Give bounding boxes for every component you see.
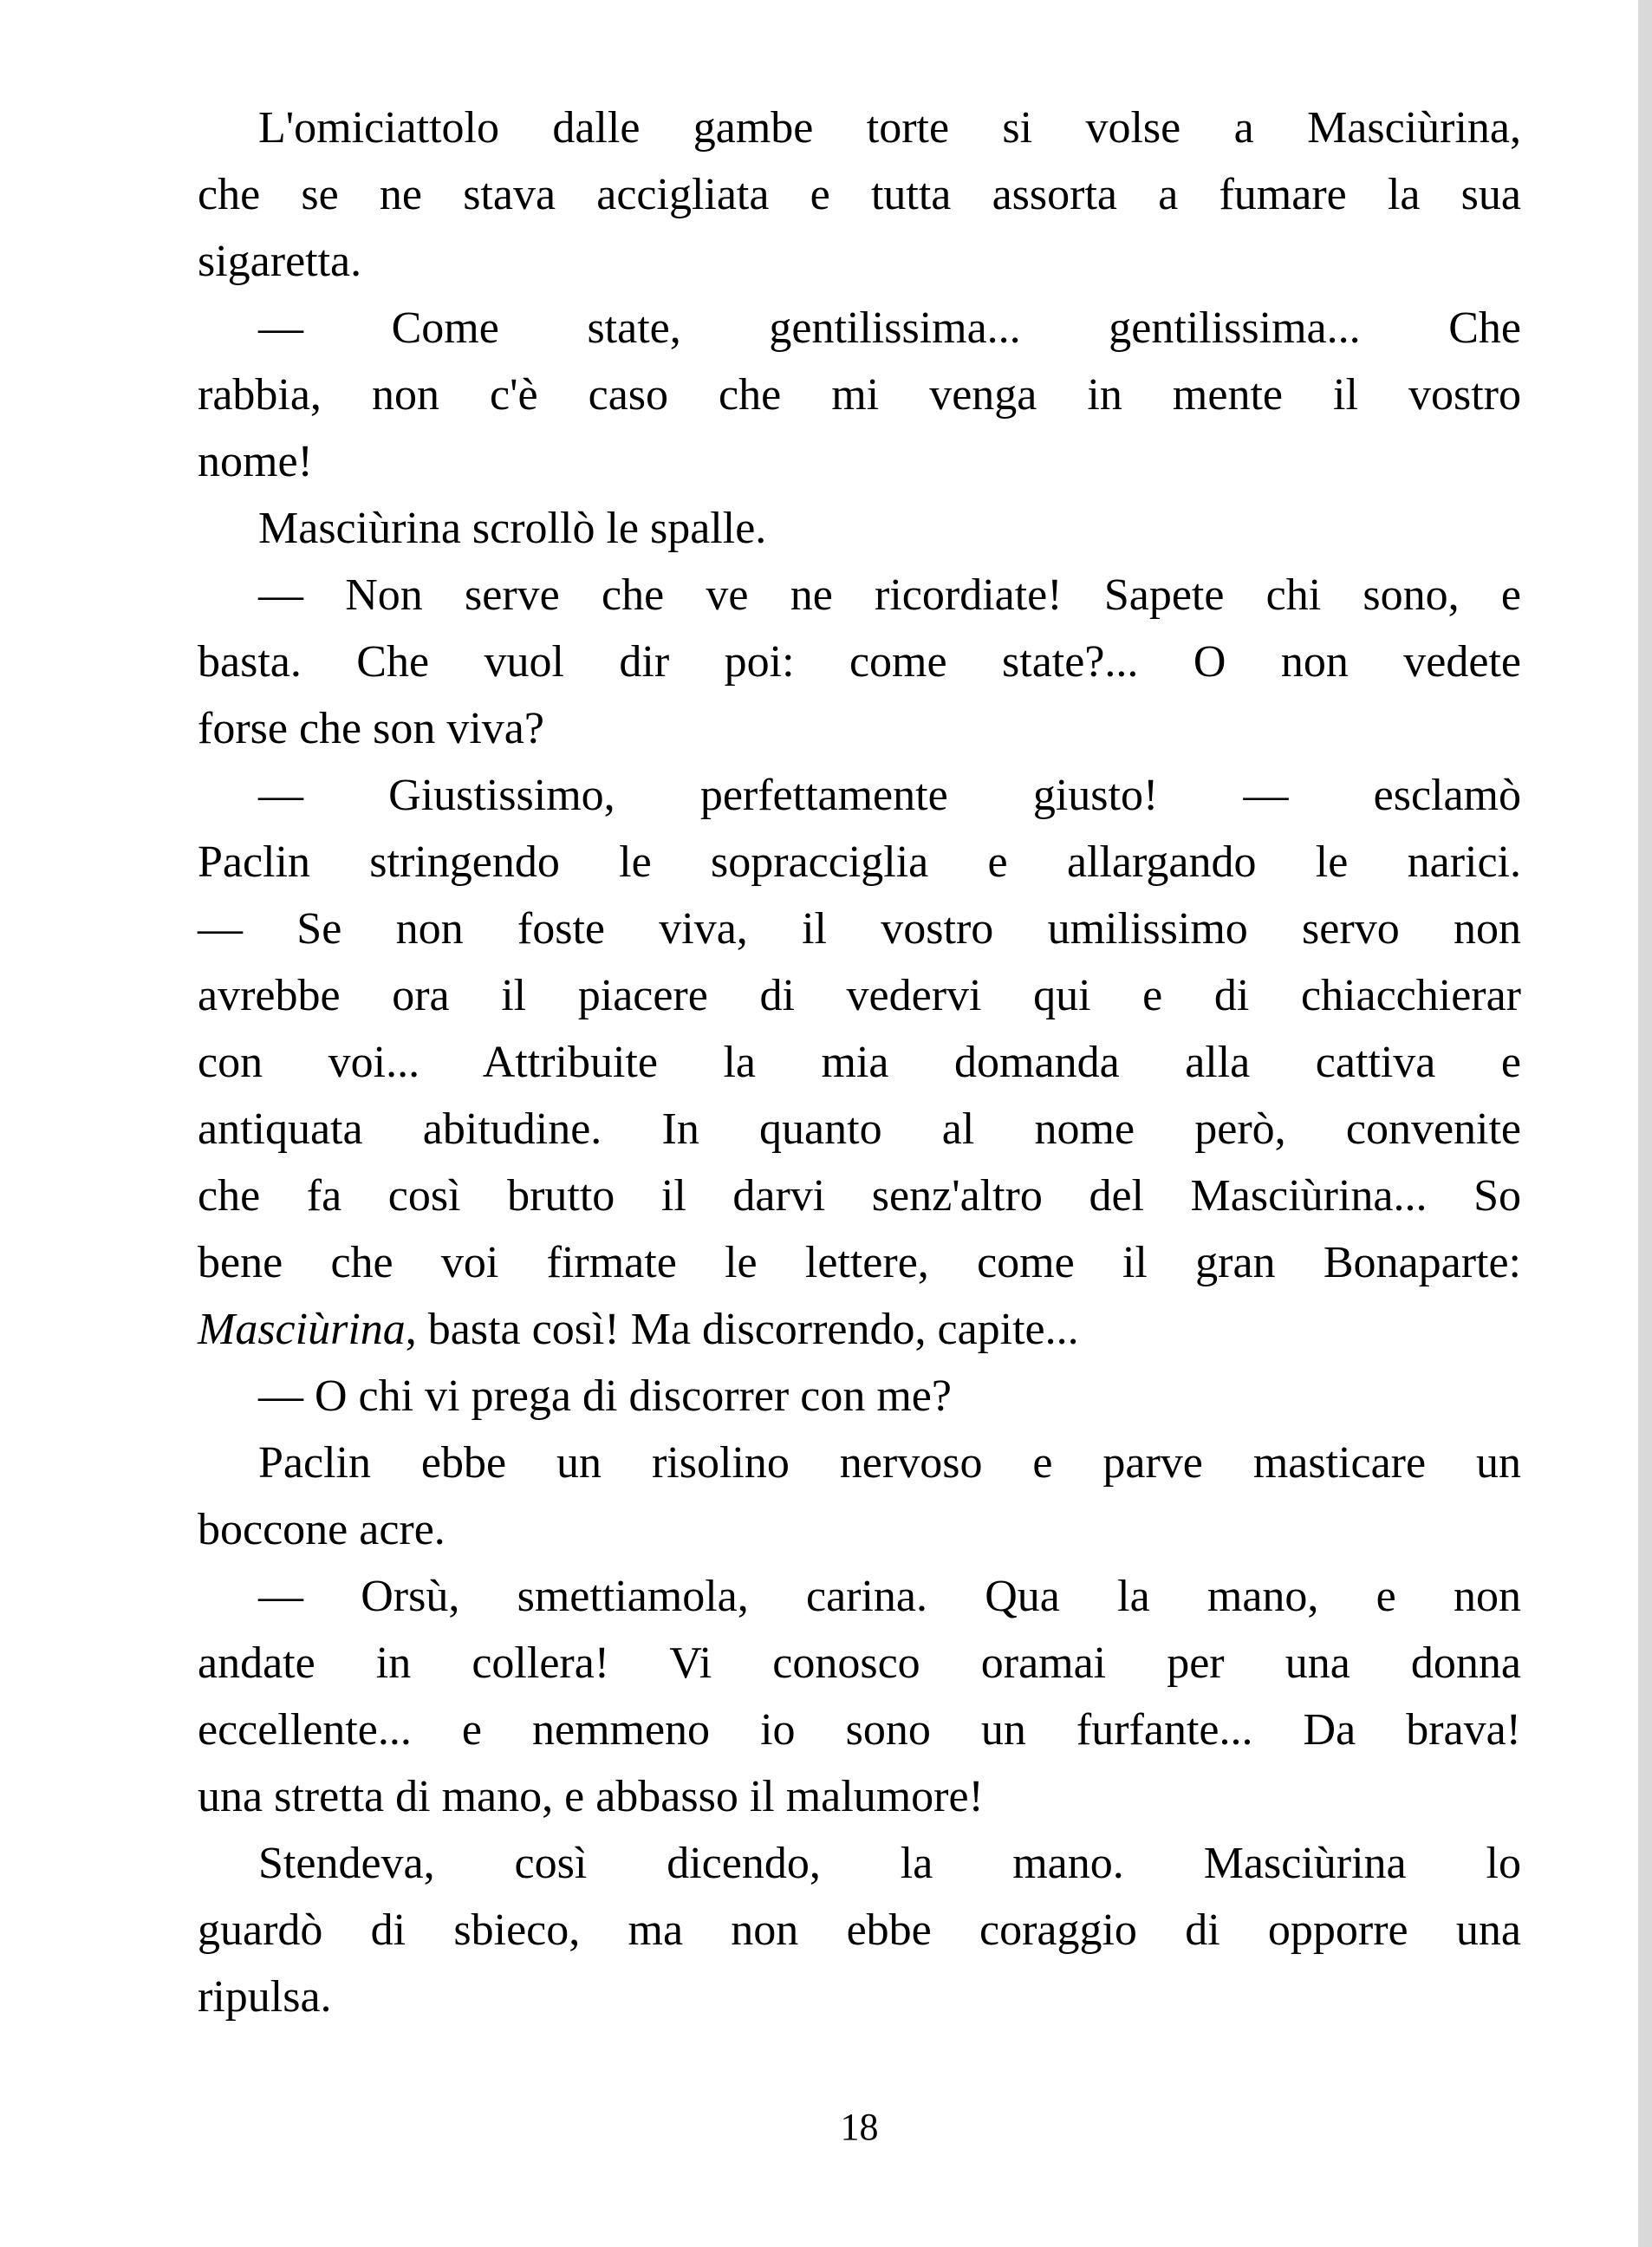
text-line — [198, 1897, 1521, 1964]
text-line — [198, 1563, 1521, 1630]
text-segment: nome! — [198, 437, 313, 486]
text-block — [198, 94, 1521, 2030]
text-segment: — Come state, gentilissima... gentilissima... Che — [258, 303, 1521, 353]
text-segment: ripulsa. — [198, 1972, 332, 2022]
text-line — [198, 1830, 1521, 1897]
text-line — [198, 428, 1521, 495]
text-segment: bene che voi firmate le lettere, come il gran Bonaparte: — [198, 1238, 1521, 1287]
text-segment: eccellente... e nemmeno io sono un furfante... Da brava! — [198, 1705, 1521, 1755]
text-line — [198, 1630, 1521, 1697]
text-segment: forse che son viva? — [198, 704, 544, 753]
text-segment: che se ne stava accigliata e tutta assorta a fumare la sua — [198, 170, 1521, 219]
page-number: 18 — [840, 2106, 879, 2148]
text-segment: — Se non foste viva, il vostro umilissimo servo non — [198, 904, 1521, 954]
text-segment: antiquata abitudine. In quanto al nome però, convenite — [198, 1104, 1521, 1154]
text-line — [198, 1496, 1521, 1563]
text-line — [198, 495, 1521, 562]
text-segment: , basta così! Ma discorrendo, capite... — [405, 1305, 1079, 1354]
text-segment: — Giustissimo, perfettamente giusto! — esclamò — [258, 771, 1521, 820]
text-line — [198, 1363, 1521, 1430]
text-segment: rabbia, non c'è caso che mi venga in mente il vostro — [198, 370, 1521, 420]
text-segment: — Orsù, smettiamola, carina. Qua la mano, e non — [258, 1572, 1521, 1621]
text-line — [198, 94, 1521, 161]
text-line — [198, 161, 1521, 228]
text-line — [198, 1964, 1521, 2030]
text-segment: con voi... Attribuite la mia domanda alla cattiva e — [198, 1038, 1521, 1087]
text-line — [198, 1029, 1521, 1096]
text-line — [198, 629, 1521, 695]
text-line — [198, 762, 1521, 829]
text-line — [198, 1229, 1521, 1296]
text-segment: boccone acre. — [198, 1505, 446, 1554]
text-line — [198, 1430, 1521, 1496]
text-segment: — O chi vi prega di discorrer con me? — [258, 1371, 952, 1421]
text-segment: una stretta di mano, e abbasso il malumore! — [198, 1772, 984, 1821]
text-line — [198, 361, 1521, 428]
text-line — [198, 1096, 1521, 1163]
text-line — [198, 562, 1521, 629]
text-segment-italic: Masciùrina — [198, 1305, 406, 1354]
text-line — [198, 829, 1521, 896]
text-line — [198, 1163, 1521, 1229]
text-segment: guardò di sbieco, ma non ebbe coraggio di opporre una — [198, 1905, 1521, 1955]
text-line — [198, 1697, 1521, 1763]
text-line — [198, 896, 1521, 962]
text-line — [198, 228, 1521, 295]
text-segment: Masciùrina scrollò le spalle. — [258, 504, 767, 553]
text-line — [198, 295, 1521, 361]
text-segment: Paclin ebbe un risolino nervoso e parve masticare un — [258, 1438, 1521, 1488]
scrollbar-track[interactable] — [1638, 0, 1652, 2247]
text-segment: — Non serve che ve ne ricordiate! Sapete chi sono, e — [258, 570, 1521, 620]
text-segment: sigaretta. — [198, 237, 362, 286]
text-segment: Stendeva, così dicendo, la mano. Masciùrina lo — [258, 1839, 1521, 1888]
text-line — [198, 695, 1521, 762]
text-line — [198, 1296, 1521, 1363]
text-segment: avrebbe ora il piacere di vedervi qui e di chiacchierar — [198, 971, 1521, 1020]
text-segment: basta. Che vuol dir poi: come state?... O non vedete — [198, 637, 1521, 687]
text-segment: Paclin stringendo le sopracciglia e allargando le narici. — [198, 837, 1521, 887]
text-line — [198, 1763, 1521, 1830]
text-segment: che fa così brutto il darvi senz'altro del Masciùrina... So — [198, 1171, 1521, 1221]
text-segment: andate in collera! Vi conosco oramai per una donna — [198, 1638, 1521, 1688]
text-line — [198, 962, 1521, 1029]
text-segment: L'omiciattolo dalle gambe torte si volse a Masciùrina, — [258, 103, 1521, 153]
